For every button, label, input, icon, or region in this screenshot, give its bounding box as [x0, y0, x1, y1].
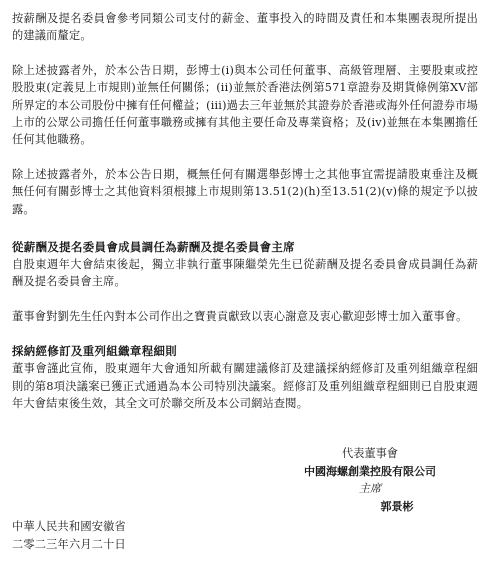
signatory-role: 主席 — [358, 482, 382, 495]
paragraph-other-matters: 除上述披露者外，於本公告日期，概無任何有關選舉彭博士之其他事宜需提請股東垂注及概無任何有關彭博士之其他資料須根據上市規則第13.51(2)(h)至13.51(2)(v)條的規定予以披露。 — [12, 167, 478, 216]
company-name: 中國海螺創業控股有限公司 — [304, 464, 436, 478]
paragraph-board-thanks: 董事會對劉先生任內對本公司作出之寶貴貢獻致以衷心謝意及衷心歡迎彭博士加入董事會。 — [12, 309, 468, 323]
footer-place: 中華人民共和國安徽省 — [12, 520, 126, 533]
paragraph-remuneration: 按薪酬及提名委員會參考同類公司支付的薪金、董事投入的時間及責任和本集團表現所提出的建議而釐定。 — [12, 12, 478, 43]
section-heading-articles: 採納經修訂及重列組織章程細則 — [12, 344, 178, 359]
paragraph-committee-redesignation: 自股東週年大會結束後起，獨立非執行董事陳繼榮先生已從薪酬及提名委員會成員調任為薪酬及提名委員會主席。 — [12, 258, 478, 289]
signature-block — [270, 445, 470, 515]
footer-place-date — [12, 518, 126, 553]
paragraph-relationships: 除上述披露者外，於本公告日期，彭博士(i)與本公司任何董事、高級管理層、主要股東或控股股東(定義見上市規則)並無任何關係；(ii)並無於香港法例第571章證券及期貨條例第XV部所界定的本公司股份中擁有任何權益；(iii)過去三年並無於其證券於香港或海外任何證券市場上市的公眾公司擔任任何董事職務或擁有其他主要任命及專業資格；及(iv)並無在本集團擔任任何其他職務。 — [12, 63, 478, 147]
footer-date: 二零二三年六月二十日 — [12, 537, 126, 551]
signatory-name: 郭景彬 — [380, 499, 414, 513]
section-heading-committee-chairman: 從薪酬及提名委員會成員調任為薪酬及提名委員會主席 — [12, 240, 295, 255]
on-behalf-of-board: 代表董事會 — [342, 447, 398, 460]
paragraph-articles-adoption: 董事會謹此宣佈，股東週年大會通知所載有關建議修訂及建議採納經修訂及重列組織章程細則的第8項決議案已獲正式通過為本公司特別決議案。經修訂及重列組織章程細則已自股東週年大會結束後生效，其全文可於聯交所及本公司網站查閱。 — [12, 362, 478, 411]
